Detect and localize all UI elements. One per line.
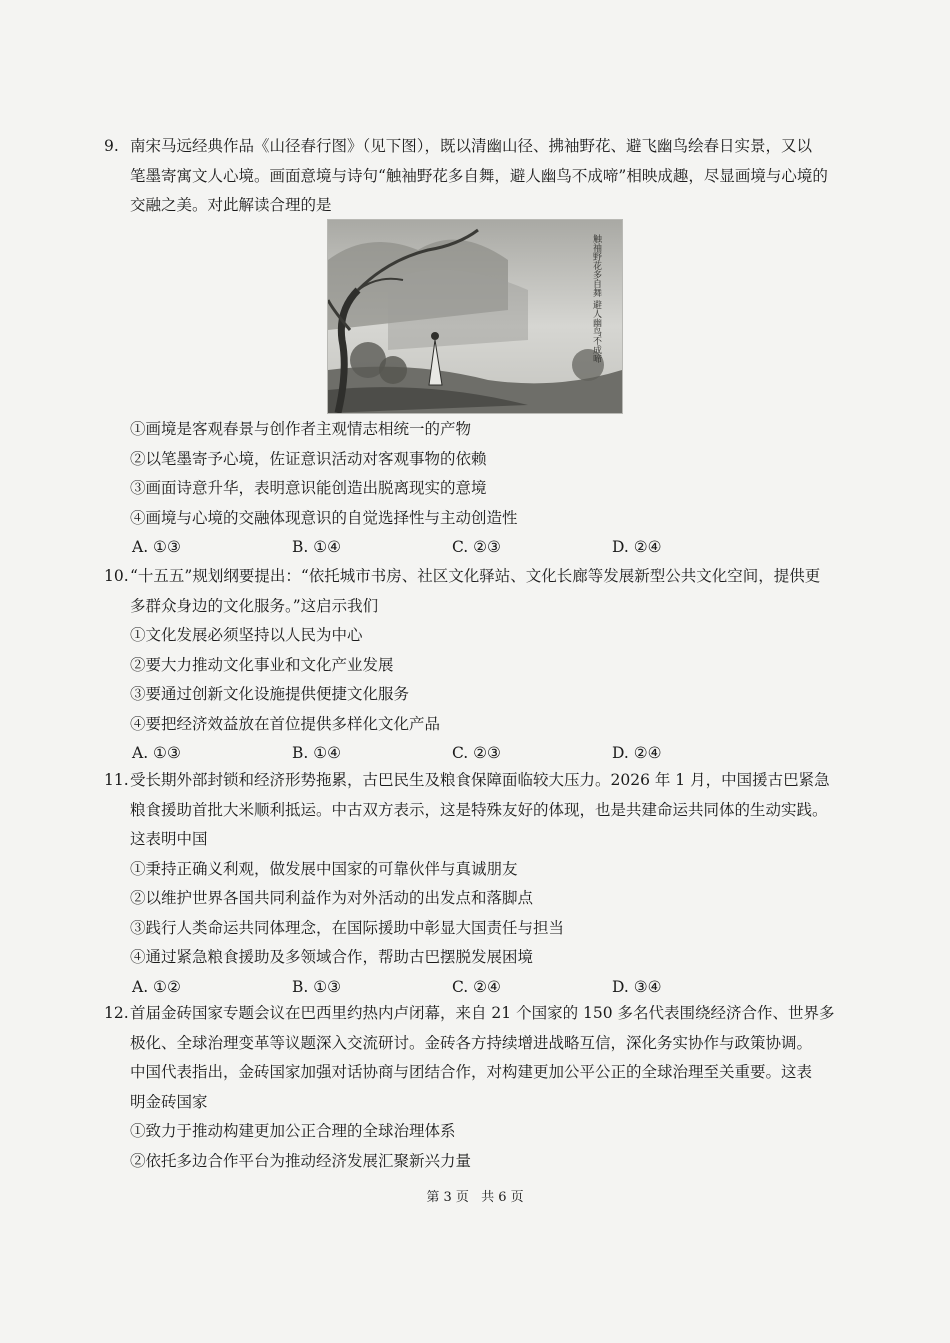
question-number: 9.	[104, 137, 119, 155]
choice-a[interactable]: A. ①②	[132, 977, 181, 996]
option-statement: ②依托多边合作平台为推动经济发展汇聚新兴力量	[130, 1151, 472, 1170]
option-statement: ④通过紧急粮食援助及多领域合作，帮助古巴摆脱发展困境	[130, 948, 534, 966]
option-statement: ②要大力推动文化事业和文化产业发展	[130, 655, 394, 674]
question-number: 10.	[104, 567, 129, 585]
choice-c[interactable]: C. ②③	[452, 538, 501, 556]
choice-b[interactable]: B. ①④	[292, 744, 342, 762]
question-stem: 多群众身边的文化服务。”这启示我们	[130, 596, 379, 615]
option-statement: ②以维护世界各国共同利益作为对外活动的出发点和落脚点	[130, 889, 534, 907]
question-number: 11.	[104, 771, 129, 789]
page-total: 共 6 页	[481, 1190, 524, 1205]
question-stem: 交融之美。对此解读合理的是	[130, 196, 332, 214]
question-stem: 这表明中国	[130, 830, 208, 848]
choice-b[interactable]: B. ①④	[292, 538, 342, 556]
question-10	[104, 562, 850, 769]
page-footer	[0, 1186, 950, 1205]
choice-d[interactable]: D. ②④	[612, 538, 662, 556]
option-statement: ④画境与心境的交融体现意识的自觉选择性与主动创造性	[130, 508, 518, 527]
choice-a[interactable]: A. ①③	[132, 538, 181, 556]
question-stem: 笔墨寄寓文人心境。画面意境与诗句“触袖野花多自舞，避人幽鸟不成啼”相映成趣，尽显画境与心境的	[130, 166, 828, 185]
painting-figure	[327, 219, 623, 414]
answer-choices	[104, 739, 850, 769]
question-number: 12.	[104, 1004, 129, 1022]
answer-choices	[104, 533, 850, 563]
option-statement: ①画境是客观春景与创作者主观情志相统一的产物	[130, 420, 472, 438]
option-statement: ①文化发展必须坚持以人民为中心	[130, 626, 363, 644]
question-stem: 中国代表指出，金砖国家加强对话协商与团结合作，对构建更加公平公正的全球治理至关重要。这表	[130, 1063, 813, 1081]
landscape-painting-image	[328, 220, 622, 413]
answer-choices	[104, 973, 850, 1003]
choice-b[interactable]: B. ①③	[292, 977, 342, 996]
option-statement: ①秉持正确义利观，做发展中国家的可靠伙伴与真诚朋友	[130, 859, 518, 878]
option-statement: ①致力于推动构建更加公正合理的全球治理体系	[130, 1122, 456, 1140]
page-number: 第 3 页	[426, 1190, 469, 1205]
question-12	[104, 999, 850, 1176]
choice-d[interactable]: D. ③④	[612, 977, 662, 996]
question-9-options	[104, 415, 850, 563]
option-statement: ③要通过创新文化设施提供便捷文化服务	[130, 685, 410, 703]
choice-c[interactable]: C. ②④	[452, 977, 501, 996]
question-stem: 明金砖国家	[130, 1092, 208, 1111]
question-stem: 南宋马远经典作品《山径春行图》（见下图），既以清幽山径、拂袖野花、避飞幽鸟绘春日实景，又以	[130, 137, 813, 155]
option-statement: ②以笔墨寄予心境，佐证意识活动对客观事物的依赖	[130, 449, 487, 468]
question-stem: 首届金砖国家专题会议在巴西里约热内卢闭幕，来自 21 个国家的 150 多名代表围绕经济合作、世界多	[130, 1004, 835, 1022]
option-statement: ④要把经济效益放在首位提供多样化文化产品	[130, 714, 441, 733]
option-statement: ③画面诗意升华，表明意识能创造出脱离现实的意境	[130, 479, 487, 497]
painting-inscription: 触袖野花多自舞 避人幽鸟不成啼	[591, 234, 601, 363]
choice-a[interactable]: A. ①③	[132, 744, 181, 762]
choice-d[interactable]: D. ②④	[612, 744, 662, 762]
question-stem: “十五五”规划纲要提出：“依托城市书房、社区文化驿站、文化长廊等发展新型公共文化空间，提供更	[130, 567, 821, 585]
choice-c[interactable]: C. ②③	[452, 744, 501, 762]
option-statement: ③践行人类命运共同体理念，在国际援助中彰显大国责任与担当	[130, 918, 565, 937]
question-11	[104, 766, 850, 1002]
question-9	[104, 132, 850, 221]
question-stem: 受长期外部封锁和经济形势拖累，古巴民生及粮食保障面临较大压力。2026 年 1 月，中国援古巴紧急	[130, 771, 830, 789]
question-stem: 极化、全球治理变革等议题深入交流研讨。金砖各方持续增进战略互信，深化务实协作与政策协调。	[130, 1033, 813, 1052]
question-stem: 粮食援助首批大米顺利抵运。中古双方表示，这是特殊友好的体现，也是共建命运共同体的生动实践。	[130, 800, 828, 819]
